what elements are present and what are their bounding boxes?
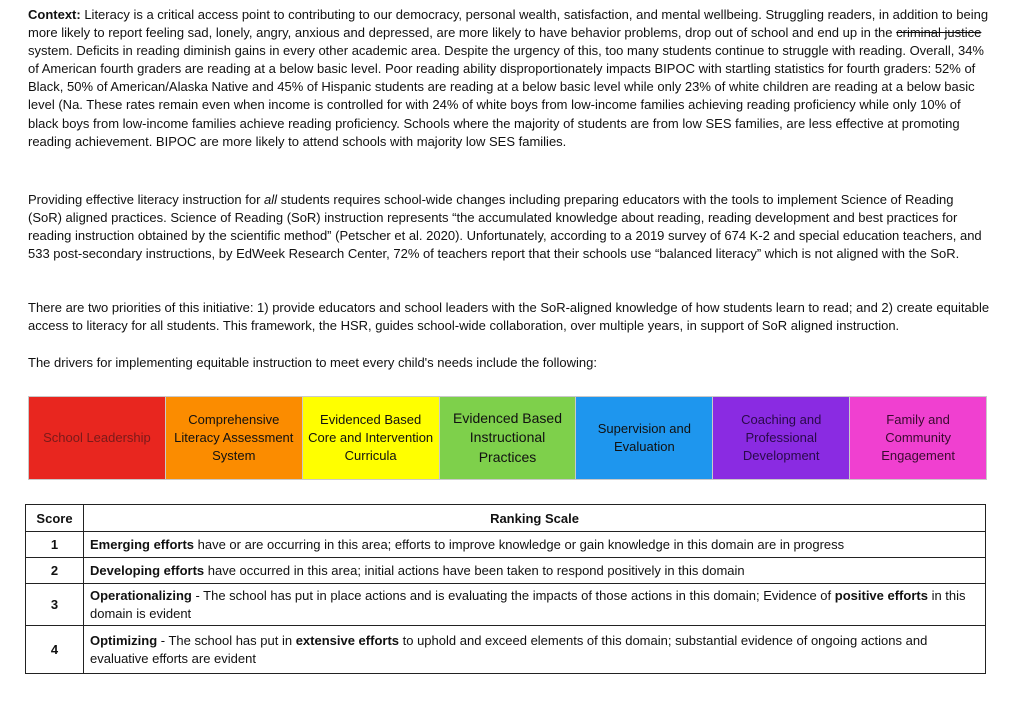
score-header: Score [26,505,84,532]
context-paragraph [28,6,990,151]
context-text-2: system. Deficits in reading diminish gains in every other academic area. Despite the urgency of this, too many students continue to struggle with reading. Overall, 34% of American fourth graders are reading at a below basic level. Poor reading ability disproportionately impacts BIPOC with startling statistics for fourth graders: 52% of Black, 50% of American/Alaska Native and 45% of Hispanic students are reading at a below basic level while only 23% of white children are reading at a below basic level (Na. These rates remain even when income is controlled for with 24% of white boys from low-income families achieving reading proficiency while only 10% of black boys from low-income families achieve reading proficiency. Schools where the majority of students are from low SES families, are less effective at promoting reading achievement. BIPOC are more likely to attend schools with majority low SES families. [28,43,984,149]
description-cell [84,626,986,674]
p2-italic: all [264,192,278,207]
table-row [26,532,986,558]
driver-literacy-assessment [166,397,303,479]
level-text: - The school has put in [157,632,296,648]
score-cell: 1 [26,532,84,558]
level-emphasis: positive efforts [834,587,928,603]
level-text: - The school has put in place actions and is evaluating the impacts of those actions in this domain; Evidence of [191,587,835,603]
ranking-scale-header: Ranking Scale [84,505,986,532]
level-term: Optimizing [90,632,158,648]
description-cell [84,558,986,584]
table-header-row [26,505,986,532]
description-cell [84,532,986,558]
ranking-table [25,504,986,674]
table-row [26,626,986,674]
driver-coaching [713,397,850,479]
instruction-paragraph [28,191,990,263]
driver-label: Evidenced Based Core and Intervention Curricula [308,412,434,463]
context-text-1: Literacy is a critical access point to contributing to our democracy, personal wealth, satisfaction, and mental wellbeing. Struggling readers, in addition to being more likely to report feeling sad, lonely, angry, anxious and depressed, are more likely to have behavior problems, drop out of school and end up in the [28,7,989,41]
p2-text-2: students requires school-wide changes including preparing educators with the tools to implement Science of Reading (SoR) aligned practices. Science of Reading (SoR) instruction represents “the accumulated knowledge about reading, reading development and best practices for reading instruction obtained by the scientific method” (Petscher et al. 2020). Unfortunately, according to a 2019 survey of 674 K-2 and special education teachers, and 533 post-secondary instructions, by EdWeek Research Center, 72% of teachers report that their schools use “balanced literacy” which is not aligned with the SoR. [28,192,982,262]
context-label: Context: [28,7,81,22]
description-cell [84,584,986,626]
driver-core-curricula [303,397,440,479]
score-cell: 4 [26,626,84,674]
p2-text-1: Providing effective literacy instruction for [28,192,265,207]
level-text: to uphold and exceed elements of this domain; substantial evidence of ongoing actions and evaluative efforts are evident [90,632,928,666]
level-term: Emerging efforts [90,536,195,552]
driver-supervision [576,397,713,479]
priorities-paragraph: There are two priorities of this initiative: 1) provide educators and school leaders with the SoR-aligned knowledge of how students learn to read; and 2) create equitable access to literacy for all students. This framework, the HSR, guides school-wide collaboration, over multiple years, in support of SoR aligned instruction. [28,300,990,334]
table-row [26,584,986,626]
context-struck-text: criminal justice [896,25,982,41]
level-emphasis: extensive efforts [295,632,400,648]
drivers-row [28,396,987,480]
score-cell: 3 [26,584,84,626]
driver-label: Coaching and Professional Development [741,412,822,463]
drivers-intro: The drivers for implementing equitable instruction to meet every child's needs include the following: [28,355,597,370]
level-text: have or are occurring in this area; efforts to improve knowledge or gain knowledge in this domain are in progress [194,536,845,552]
driver-school-leadership [29,397,166,479]
level-text: have occurred in this area; initial actions have been taken to respond positively in this domain [204,562,745,578]
level-text: in this domain is evident [90,587,966,621]
driver-instructional-practices [440,397,577,479]
driver-label: Comprehensive Literacy Assessment System [174,412,294,463]
driver-label: School Leadership [43,430,151,445]
table-row [26,558,986,584]
driver-family-engagement [850,397,986,479]
driver-label: Evidenced Based Instructional Practices [453,409,562,465]
level-term: Developing efforts [90,562,205,578]
level-term: Operationalizing [90,587,192,603]
driver-label: Supervision and Evaluation [597,421,691,454]
score-cell: 2 [26,558,84,584]
driver-label: Family and Community Engagement [881,412,955,463]
